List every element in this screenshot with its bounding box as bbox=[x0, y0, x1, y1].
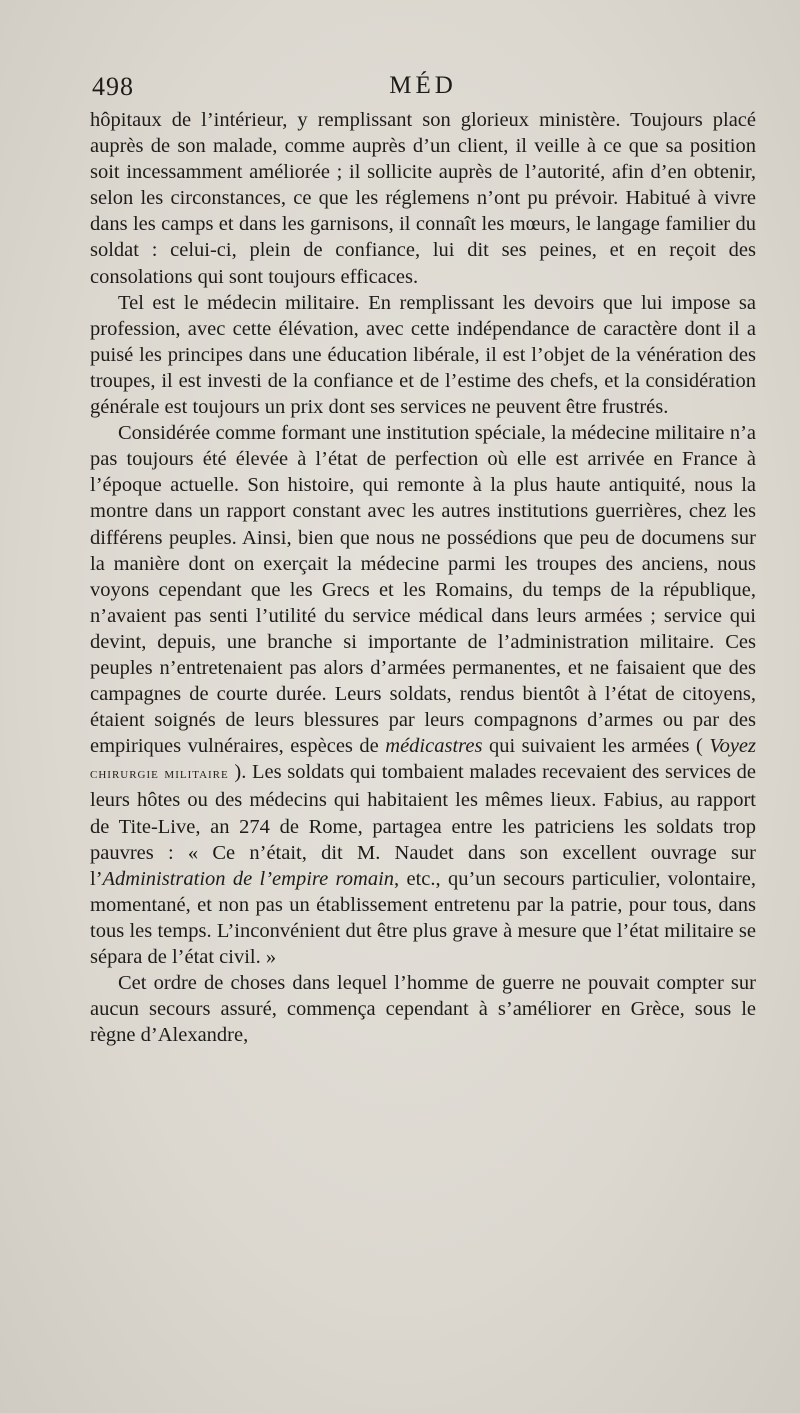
italic-text: médicastres bbox=[385, 735, 483, 758]
italic-text: Administration de l’empire romain bbox=[102, 867, 395, 890]
page-header bbox=[92, 72, 754, 106]
small-caps-text: chirurgie militaire bbox=[90, 765, 229, 783]
paragraph-text: ). Les soldats qui tombaient malades recevaient des services de leurs hôtes ou des médecins qui habitaient les mêmes lieux. Fabius, au rapport de Tite-Live, an 274 de Rome, partagea entre les patriciens les soldats trop pauvres : « Ce n’était, dit M. Naudet dans son excellent ouvrage sur l’ bbox=[90, 761, 757, 890]
paragraph-text: Cet ordre de choses dans lequel l’homme de guerre ne pouvait compter sur aucun secours assuré, commença cependant à s’améliorer en Grèce, sous le règne d’Alexandre, bbox=[90, 972, 756, 1047]
paragraph-text: hôpitaux de l’intérieur, y remplissant son glorieux ministère. Toujours placé auprès de son malade, comme auprès d’un client, il veille à ce que sa position soit incessamment améliorée ; il sollicite auprès de l’autorité, afin d’en obtenir, selon les circonstances, ce que les réglemens n’ont pu prévoir. Habitué à vivre dans les camps et dans les garnisons, il connaît les mœurs, le langage familier du soldat : celui-ci, plein de confiance, lui dit ses peines, et en reçoit des consolations qui sont toujours efficaces. bbox=[90, 109, 756, 288]
paragraph bbox=[90, 107, 756, 290]
body-text bbox=[90, 107, 756, 1048]
paragraph bbox=[90, 970, 756, 1048]
paragraph-text: Tel est le médecin militaire. En remplissant les devoirs que lui impose sa profession, avec cette élévation, avec cette indépendance de caractère dont il a puisé les principes dans une éducation libérale, il est l’objet de la vénération des troupes, il est investi de la confiance et de l’estime des chefs, et la considération générale est toujours un prix dont ses services ne peuvent être frustrés. bbox=[90, 291, 756, 419]
paragraph bbox=[90, 420, 756, 970]
paragraph-text: , etc., qu’un secours particulier, volontaire, momentané, et non pas un établissement entretenu par la patrie, pour tous, dans tous les temps. L’inconvénient dut être plus grave à mesure que l’état militaire se sépara de l’état civil. » bbox=[90, 867, 756, 968]
italic-text: Voyez bbox=[709, 735, 757, 758]
paragraph-text: qui suivaient les armées ( bbox=[482, 735, 710, 758]
paragraph bbox=[90, 290, 756, 420]
running-head: MÉD bbox=[389, 72, 457, 99]
paragraph-text: Considérée comme formant une institution spéciale, la médecine militaire n’a pas toujours été élevée à l’état de perfection où elle est arrivée en France à l’époque actuelle. Son histoire, qui remonte à la plus haute antiquité, nous la montre dans un rapport constant avec les autres institutions guerrières, chez les différens peuples. Ainsi, bien que nous ne possédions que peu de documens sur la manière dont on exerçait la médecine parmi les troupes des anciens, nous voyons cependant que les Grecs et les Romains, du temps de la république, n’avaient pas senti l’utilité du service médical dans leurs armées ; service qui devint, depuis, une branche si importante de l’administration militaire. Ces peuples n’entretenaient pas alors d’armées permanentes, et ne faisaient que des campagnes de courte durée. Leurs soldats, rendus bientôt à l’état de citoyens, étaient soignés de leurs blessures par leurs compagnons d’armes ou par des empiriques vulnéraires, espèces de bbox=[90, 422, 756, 758]
page-number: 498 bbox=[92, 72, 134, 101]
